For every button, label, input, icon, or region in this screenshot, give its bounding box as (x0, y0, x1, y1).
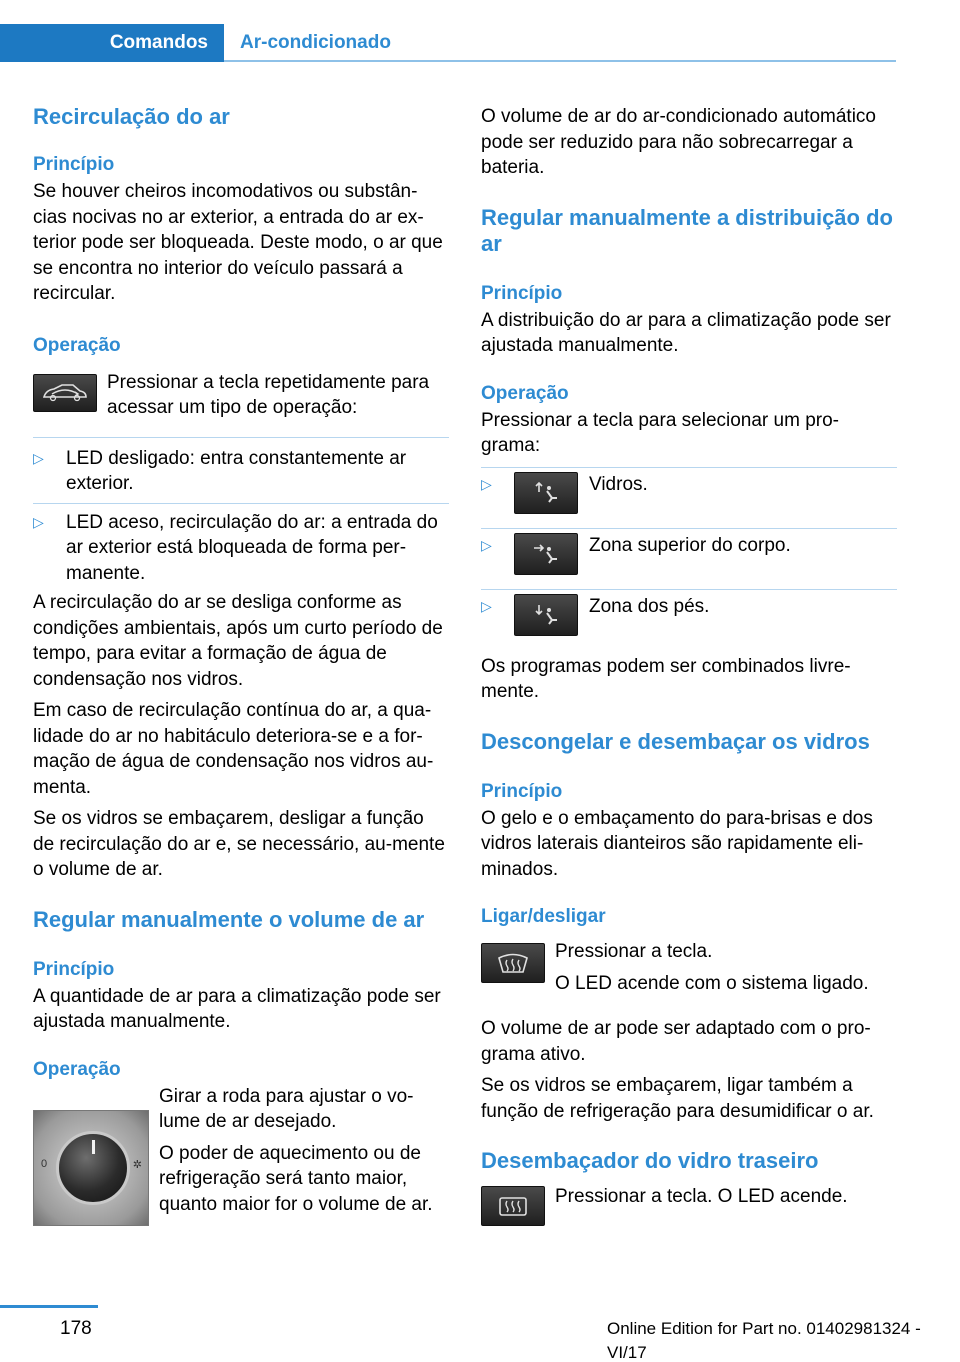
left-column (33, 100, 449, 1226)
divider (33, 503, 449, 504)
recirc-key-row (33, 370, 449, 421)
recirc-paragraph-3: Se os vidros se embaçarem, desligar a função de recirculação do ar e, se necessário, au-mente o volume de ar. (33, 808, 445, 880)
defrost-paragraph-2: Se os vidros se embaçarem, ligar também a função de refrigeração para desumidificar o ar. (481, 1075, 874, 1122)
defrost-key-text (545, 939, 897, 996)
distribution-principle-text: A distribuição do ar para a climatização pode ser ajustada manualmente. (481, 309, 891, 356)
distribution-operation-text: Pressionar a tecla para selecionar um pro-grama: (481, 409, 840, 456)
defrost-text-1: Pressionar a tecla. (555, 941, 713, 962)
defrost-key-row (481, 939, 897, 996)
section-title-defrost: Descongelar e desembaçar os vidros (481, 728, 870, 754)
tab-ar-condicionado: Ar-condicionado (240, 32, 391, 53)
heading-operation: Operação (33, 1058, 121, 1080)
rear-defrost-key-row (481, 1184, 897, 1226)
rear-defrost-text: Pressionar a tecla. O LED acende. (555, 1186, 848, 1207)
edition-footer: Online Edition for Part no. 01402981324 - VI/17 (607, 1319, 921, 1362)
windshield-defrost-key-icon (481, 943, 545, 983)
section-title-recirculation: Recirculação do ar (33, 104, 230, 129)
list-item: ▷ LED aceso, recirculação do ar: a entrada do ar exterior está bloqueada de forma per-manente. (33, 511, 438, 584)
windshield-vent-key-icon (514, 472, 578, 514)
page-number: 178 (60, 1318, 92, 1339)
distribution-item-label: Vidros. (589, 473, 648, 495)
triangle-bullet-icon: ▷ (481, 536, 492, 553)
recirc-bullet-list (33, 446, 449, 497)
divider (481, 528, 897, 529)
divider (33, 437, 449, 438)
recirc-paragraph-2: Em caso de recirculação contínua do ar, a qua-lidade do ar no habitáculo deteriora-se e a for-mação de água de condensação nos vidros au-menta. (33, 700, 434, 798)
divider (481, 467, 897, 468)
right-column (481, 100, 897, 1226)
air-volume-dial-image (33, 1110, 149, 1226)
recirc-bullet-list-2 (33, 510, 449, 587)
recirc-principle-text: Se houver cheiros incomodativos ou substân-cias nocivas no ar exterior, a entrada do ar ex-terior pode ser bloqueada. Deste modo, o ar que se encontra no interior do veículo passará a recircular. (33, 181, 443, 304)
triangle-bullet-icon: ▷ (481, 597, 492, 614)
section-title-rear-window: Desembaçador do vidro traseiro (481, 1148, 819, 1173)
recirc-key-text: Pressionar a tecla repetidamente para acessar um tipo de operação: (107, 371, 430, 418)
divider (481, 589, 897, 590)
list-item: ▷ LED desligado: entra constantemente ar exterior. (33, 447, 407, 494)
recirculation-key-icon (33, 374, 97, 412)
header-rule (224, 60, 896, 62)
volume-dial-text (149, 1084, 449, 1218)
volume-dial-row (33, 1082, 449, 1226)
distribution-item-label: Zona superior do corpo. (589, 534, 791, 556)
heading-operation: Operação (33, 334, 121, 356)
volume-text-2: O poder de aquecimento ou de refrigeração será tanto maior, quanto maior for o volume de ar. (159, 1142, 433, 1215)
fan-icon: ✲ (132, 1158, 142, 1171)
list-item (481, 594, 897, 644)
list-item (481, 533, 897, 583)
dial-mark (92, 1140, 95, 1154)
triangle-bullet-icon: ▷ (481, 475, 492, 492)
heading-operation: Operação (481, 382, 569, 404)
heading-principle: Princípio (33, 958, 115, 980)
section-title-distribution: Regular manualmente a distribuição do ar (481, 204, 893, 256)
volume-principle-text: A quantidade de ar para a climatização pode ser ajustada manualmente. (33, 985, 441, 1032)
recirc-paragraph-1: A recirculação do ar se desliga conforme as condições ambientais, após um curto período de tempo, para evitar a formação de água de condensação nos vidros. (33, 592, 443, 690)
rear-window-defrost-key-icon (481, 1186, 545, 1226)
heading-on-off: Ligar/desligar (481, 906, 606, 927)
heading-principle: Princípio (481, 780, 563, 802)
distribution-item-label: Zona dos pés. (589, 595, 710, 617)
dial-zero-label: 0 (41, 1157, 48, 1170)
heading-principle: Princípio (33, 154, 115, 175)
triangle-bullet-icon: ▷ (33, 513, 44, 530)
upper-body-vent-key-icon (514, 533, 578, 575)
dial-knob (56, 1131, 130, 1205)
list-item (481, 472, 897, 522)
defrost-paragraph-1: O volume de ar pode ser adaptado com o pro-grama ativo. (481, 1018, 871, 1065)
volume-text-1: Girar a roda para ajustar o vo-lume de ar desejado. (159, 1085, 414, 1132)
distribution-combine-text: Os programas podem ser combinados livre-mente. (481, 655, 851, 702)
tab-comandos: Comandos (0, 24, 224, 62)
heading-principle: Princípio (481, 282, 563, 304)
defrost-text-2: O LED acende com o sistema ligado. (555, 972, 869, 994)
page-number-rule (0, 1305, 98, 1308)
battery-paragraph: O volume de ar do ar-condicionado automático pode ser reduzido para não sobrecarregar a bateria. (481, 106, 877, 178)
section-title-volume: Regular manualmente o volume de ar (33, 906, 425, 932)
defrost-principle-text: O gelo e o embaçamento do para-brisas e dos vidros laterais dianteiros são rapidamente eli-minados. (481, 807, 873, 880)
footwell-vent-key-icon (514, 594, 578, 636)
triangle-bullet-icon: ▷ (33, 449, 44, 466)
